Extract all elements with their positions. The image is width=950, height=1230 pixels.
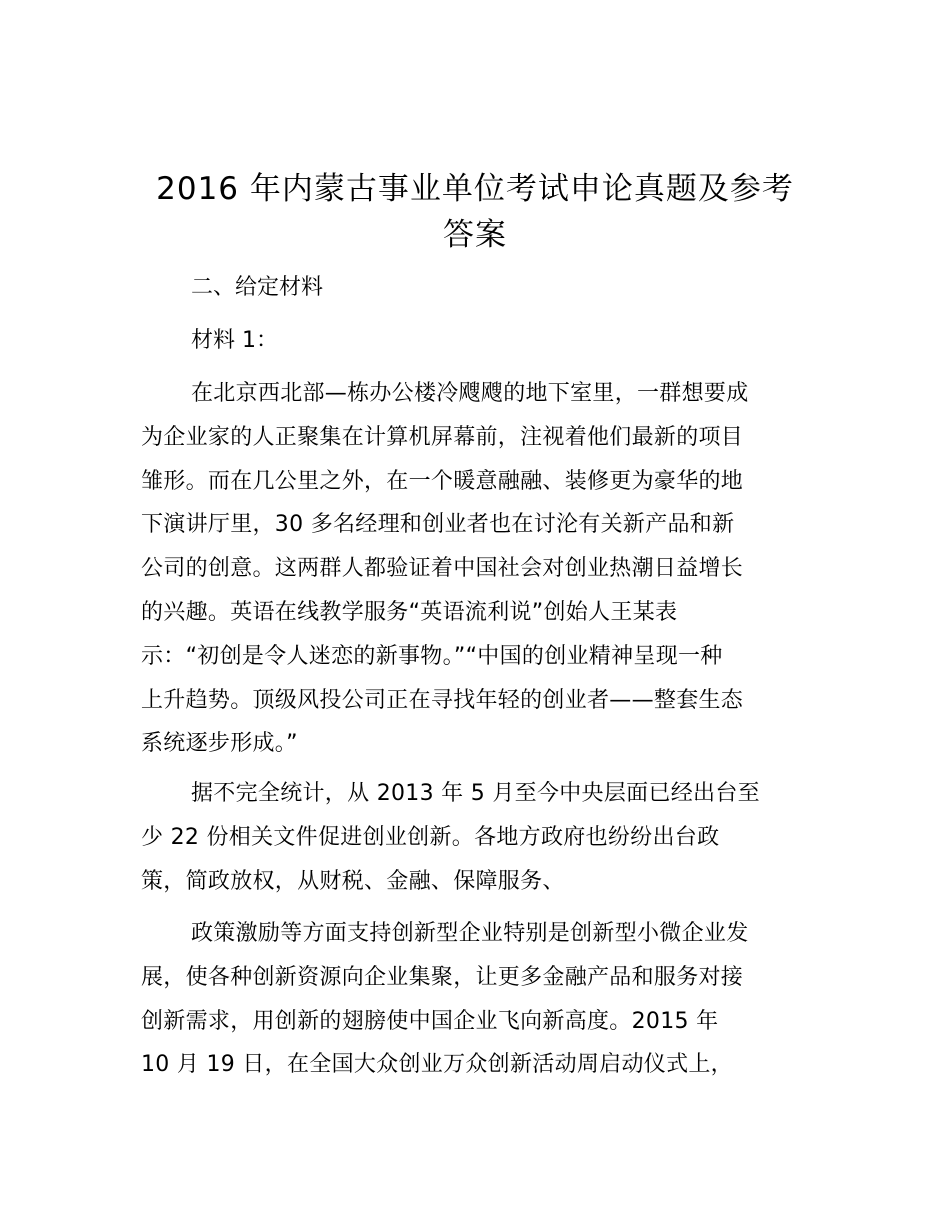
paragraph-3-line: 创新需求，用创新的翅膀使中国企业飞向新高度。2015 年 [141, 1008, 719, 1034]
paragraph-3-line: 政策激励等方面支持创新型企业特别是创新型小微企业发 [191, 921, 749, 946]
material-label: 材料 1： [191, 328, 278, 353]
section-heading: 二、给定材料 [191, 275, 324, 300]
paragraph-2-line: 少 22 份相关文件促进创业创新。各地方政府也纷纷出台政 [141, 824, 720, 850]
paragraph-1-line: 在北京西北部—栋办公楼冷飕飕的地下室里，一群想要成 [191, 381, 749, 406]
paragraph-3-line: 展，使各种创新资源向企业集聚，让更多金融产品和服务对接 [141, 964, 744, 990]
paragraph-1-line: 的兴趣。英语在线教学服务“英语流利说”创始人王某表 [141, 599, 678, 625]
paragraph-1-line: 为企业家的人正聚集在计算机屏幕前，注视着他们最新的项目 [141, 424, 744, 450]
paragraph-2-line: 据不完全统计，从 2013 年 5 月至今中央层面已经出台至 [191, 781, 760, 806]
document-title [140, 166, 810, 258]
paragraph-1-line: 雏形。而在几公里之外，在一个暖意融融、装修更为豪华的地 [141, 468, 744, 494]
paragraph-1-line: 示：“初创是令人迷恋的新事物。”“中国的创业精神呈现一种 [141, 643, 723, 669]
paragraph-2-line: 策，简政放权，从财税、金融、保障服务、 [141, 868, 565, 894]
paragraph-1-line: 系统逐步形成。” [141, 731, 298, 757]
paragraph-1-line: 下演讲厅里，30 多名经理和创业者也在讨沦有关新产品和新 [141, 512, 735, 538]
title-line-2: 答案 [443, 217, 507, 253]
paragraph-3-line: 10 月 19 日，在全国大众创业万众创新活动周启动仪式上， [141, 1052, 733, 1078]
paragraph-3 [141, 912, 811, 1087]
paragraph-1 [141, 372, 811, 766]
paragraph-2 [141, 772, 811, 903]
paragraph-1-line: 上升趋势。顶级风投公司正在寻找年轻的创业者——整套生态 [141, 687, 744, 713]
paragraph-1-line: 公司的创意。这两群人都验证着中国社会对创业热潮日益增长 [141, 556, 744, 582]
title-line-1: 2016 年内蒙古事业单位考试申论真题及参考 [156, 171, 794, 207]
